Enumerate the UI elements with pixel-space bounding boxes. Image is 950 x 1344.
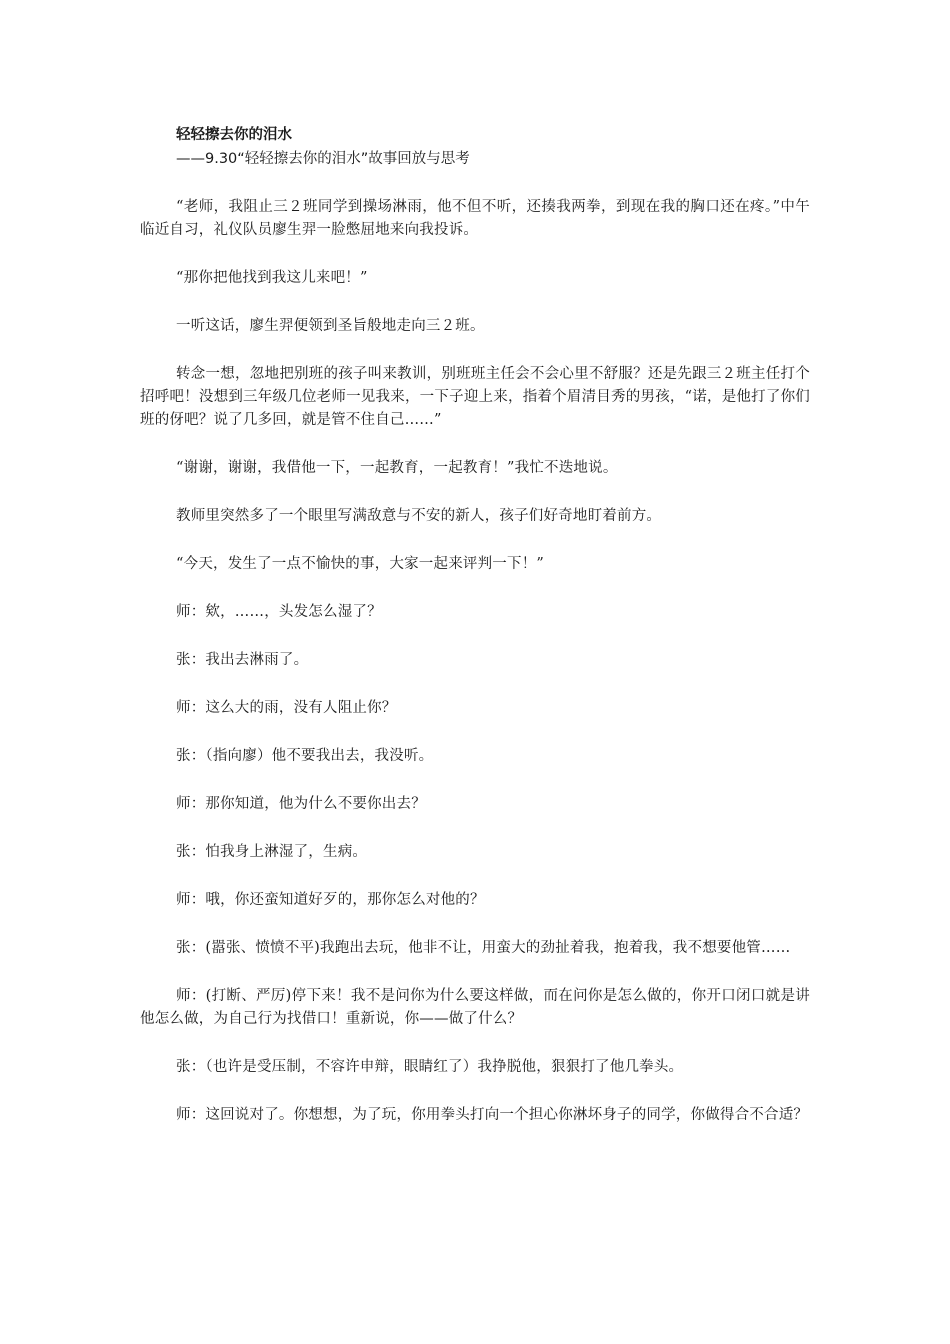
document-page — [140, 124, 810, 1152]
paragraph: “老师，我阻止三２班同学到操场淋雨，他不但不听，还揍我两拳，到现在我的胸口还在疼。”中午临近自习，礼仪队员廖生羿一脸憋屈地来向我投诉。 — [140, 199, 810, 238]
dialogue-line: 张：我出去淋雨了。 — [176, 652, 309, 668]
dialogue-line: 师：欸，……，头发怎么湿了？ — [176, 604, 382, 620]
dialogue-line: 师：这回说对了。你想想，为了玩，你用拳头打向一个担心你淋坏身子的同学，你做得合不合适？ — [176, 1107, 809, 1123]
paragraph: 教师里突然多了一个眼里写满敌意与不安的新人，孩子们好奇地盯着前方。 — [176, 508, 662, 524]
paragraph: “谢谢，谢谢，我借他一下，一起教育，一起教育！”我忙不迭地说。 — [176, 460, 618, 476]
paragraph: 一听这话，廖生羿便领到圣旨般地走向三２班。 — [176, 318, 485, 334]
dialogue-line: 师：这么大的雨，没有人阻止你？ — [176, 700, 397, 716]
paragraph: “今天，发生了一点不愉快的事，大家一起来评判一下！” — [176, 556, 545, 572]
dialogue-line: 师：(打断、严厉)停下来！我不是问你为什么要这样做，而在问你是怎么做的，你开口闭口就是讲他怎么做，为自己行为找借口！重新说，你——做了什么？ — [140, 988, 810, 1027]
document-title: 轻轻擦去你的泪水 — [176, 127, 292, 143]
dialogue-line: 张：怕我身上淋湿了，生病。 — [176, 844, 368, 860]
dialogue-line: 张：（也许是受压制，不容许申辩，眼睛红了）我挣脱他，狠狠打了他几拳头。 — [176, 1059, 684, 1075]
dialogue-line: 张：（指向廖）他不要我出去，我没听。 — [176, 748, 434, 764]
paragraph: “那你把他找到我这儿来吧！” — [176, 270, 368, 286]
dialogue-line: 张：(嚣张、愤愤不平)我跑出去玩，他非不让，用蛮大的劲扯着我，抱着我，我不想要他管…… — [176, 940, 791, 956]
paragraph: 转念一想，忽地把别班的孩子叫来教训，别班班主任会不会心里不舒服？还是先跟三２班主任打个招呼吧！没想到三年级几位老师一见我来，一下子迎上来，指着个眉清目秀的男孩，“诺，是他打了你们班的伢吧？说了几多回，就是管不住自己……” — [140, 366, 810, 428]
dialogue-line: 师：哦，你还蛮知道好歹的，那你怎么对他的？ — [176, 892, 485, 908]
document-subtitle: ——9.30“轻轻擦去你的泪水”故事回放与思考 — [176, 151, 470, 167]
dialogue-line: 师：那你知道，他为什么不要你出去？ — [176, 796, 426, 812]
